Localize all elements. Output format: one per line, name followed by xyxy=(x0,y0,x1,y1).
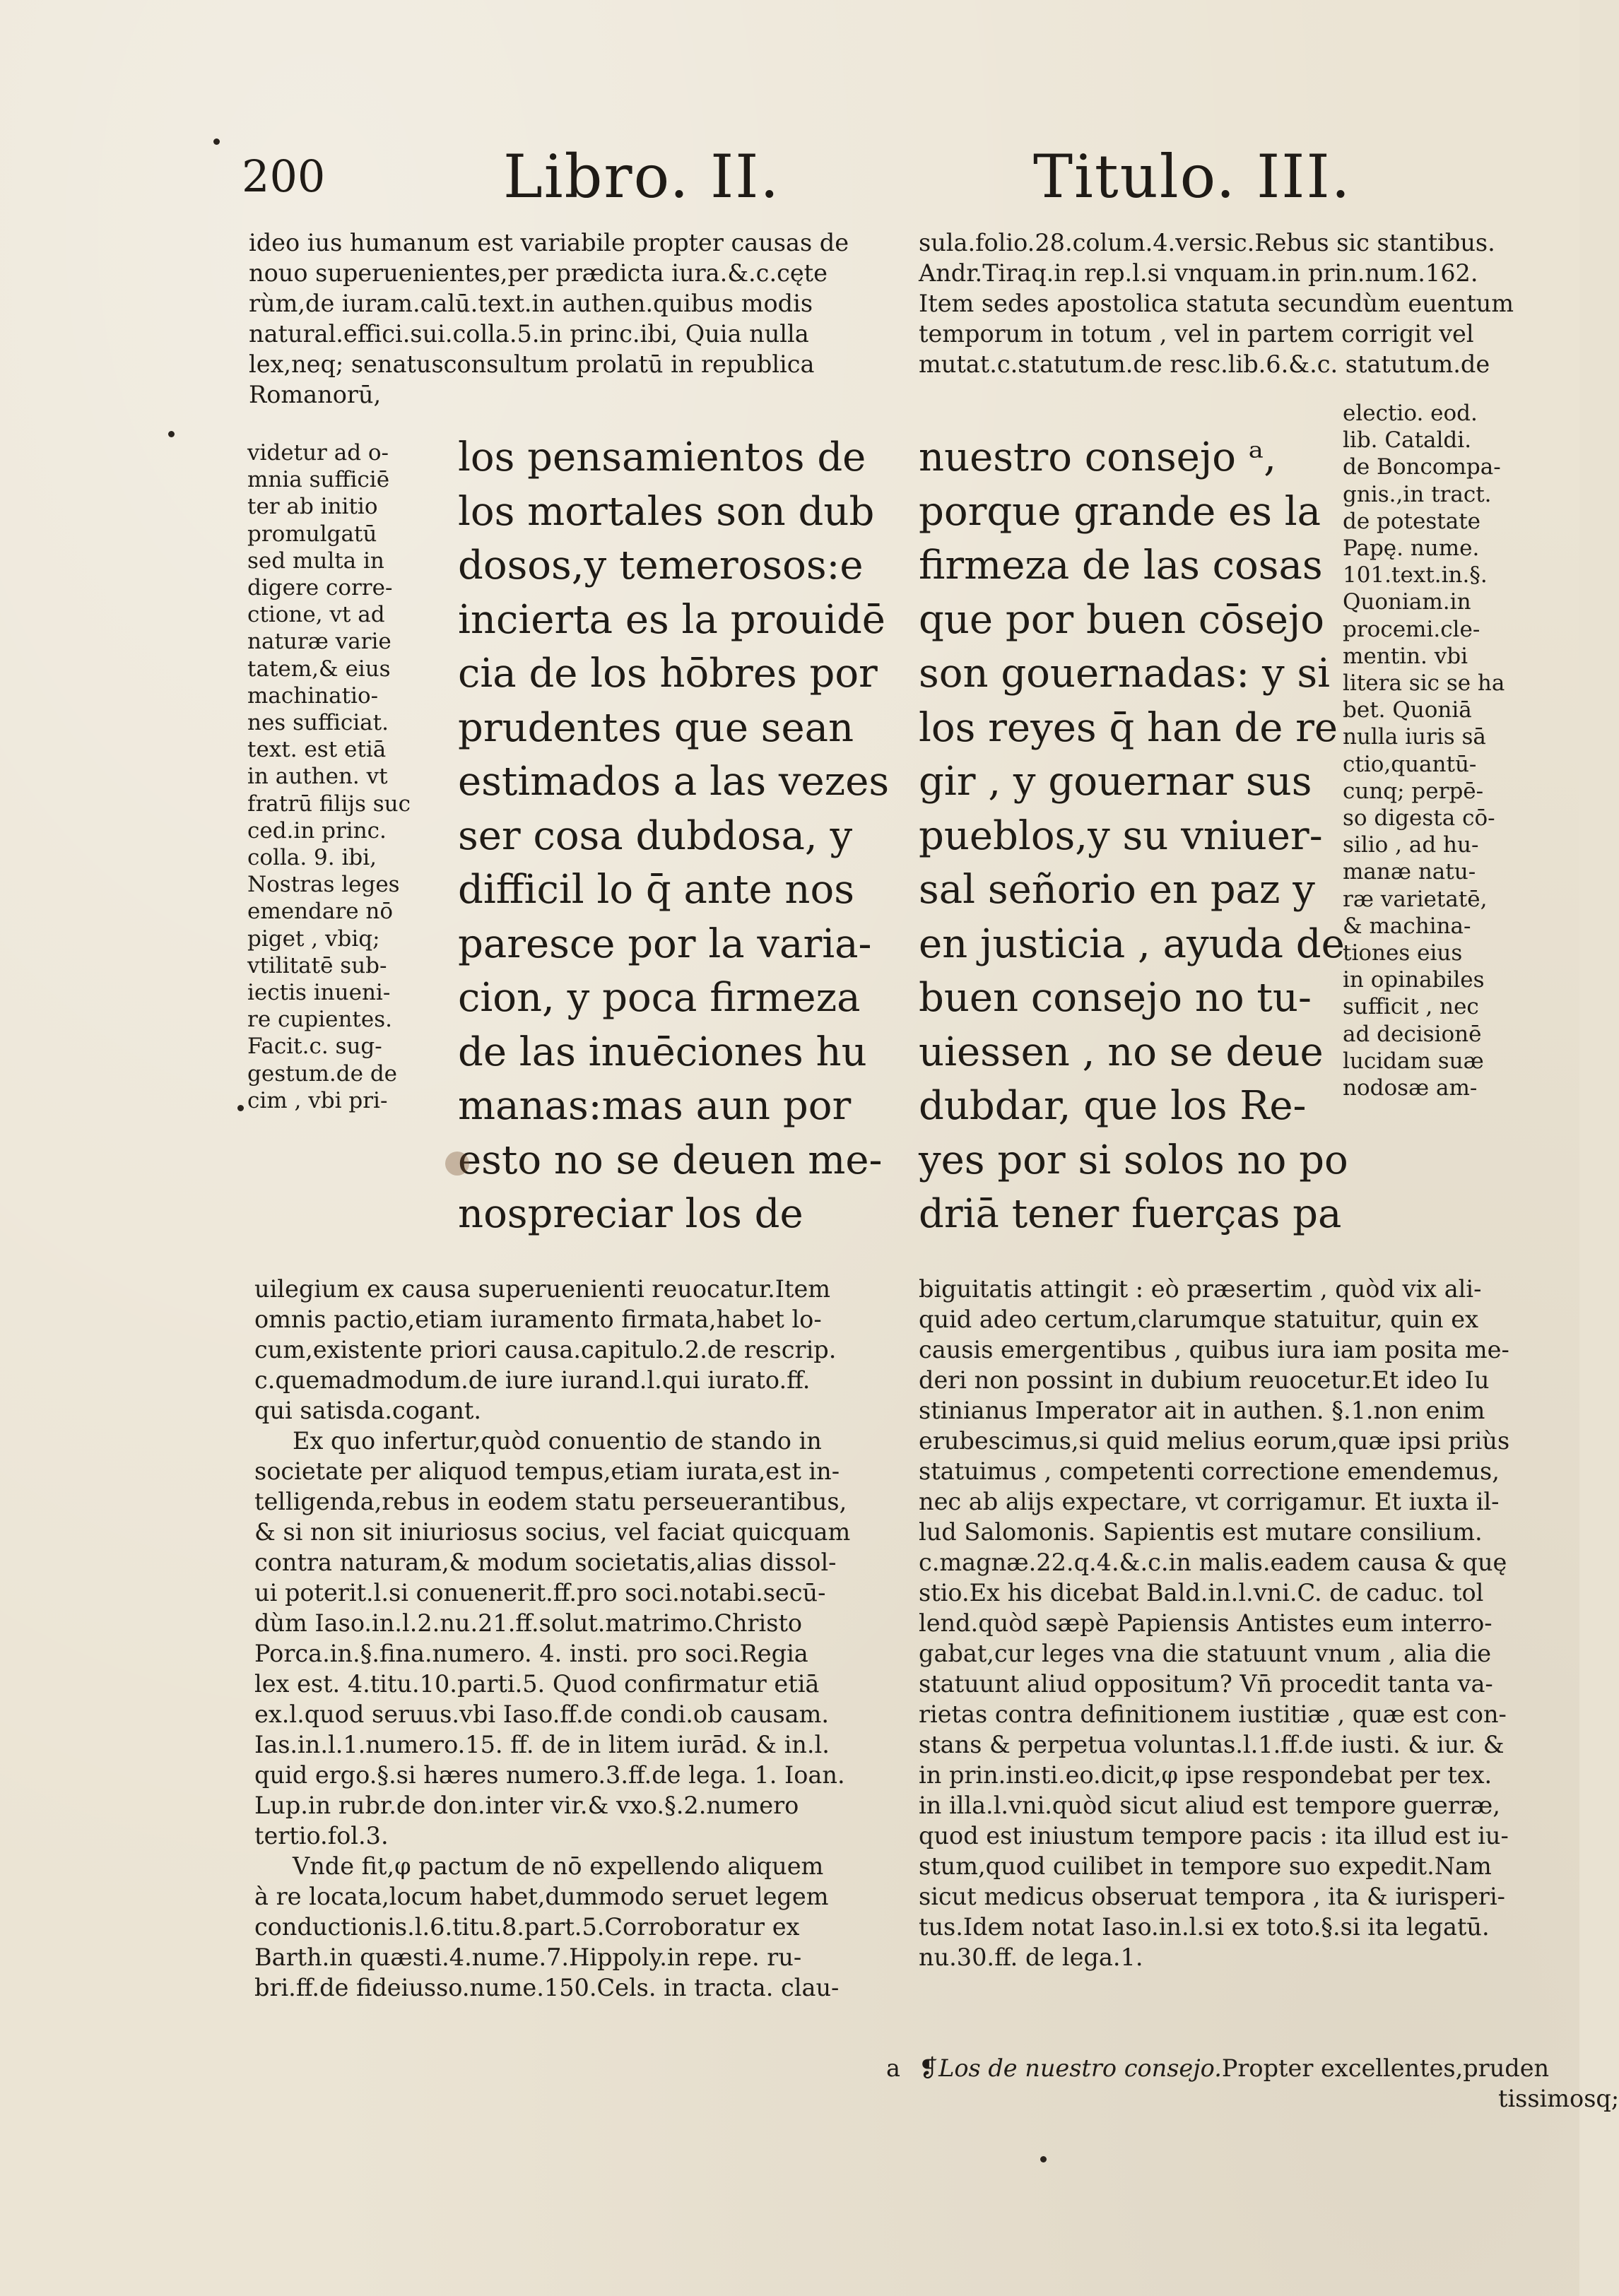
text-line: deri non possint in dubium reuocetur.Et ideo Iu xyxy=(919,1366,1490,1394)
text-line: telligenda,rebus in eodem statu perseuerantibus, xyxy=(254,1488,847,1515)
text-line: lex est. 4.titu.10.parti.5. Quod confirmatur etiā xyxy=(254,1670,820,1698)
gloss-line: promulgatū xyxy=(247,521,377,547)
footnote-line: ❡Los de nuestro consejo.Propter excellentes,pruden xyxy=(919,2054,1550,2082)
main-text-line: prudentes que sean xyxy=(458,704,854,751)
gloss-line: so digesta cō- xyxy=(1343,805,1495,832)
gloss-line: & machina- xyxy=(1343,913,1471,939)
main-text-line: que por buen cōsejo xyxy=(919,596,1324,643)
text-line: c.magnæ.22.q.4.&.c.in malis.eadem causa & quę xyxy=(919,1549,1507,1576)
footnote-marker: a xyxy=(886,2054,900,2082)
footnote-text: Propter excellentes,pruden xyxy=(1221,2054,1550,2082)
main-text-line: los pensamientos de xyxy=(458,434,866,480)
gloss-line: Quoniam.in xyxy=(1343,589,1471,615)
right-side-gloss xyxy=(1343,400,1555,1101)
gloss-line: nodosæ am- xyxy=(1343,1075,1478,1101)
gloss-line: ad decisionē xyxy=(1343,1021,1482,1047)
main-text-line: dubdar, que los Re- xyxy=(919,1083,1307,1129)
left-side-gloss xyxy=(247,439,435,1114)
text-line: Vnde fit,φ pactum de nō expellendo aliquem xyxy=(293,1852,824,1880)
text-line: quod est iniustum tempore pacis : ita illud est iu- xyxy=(919,1822,1509,1850)
text-line: sicut medicus obseruat tempora , ita & iurisperi- xyxy=(919,1883,1505,1910)
gloss-line: gnis.,in tract. xyxy=(1343,481,1492,507)
main-text-line: paresce por la varia- xyxy=(458,921,872,967)
main-text-line: los reyes q̄ han de re xyxy=(919,704,1338,751)
main-text-line: uiessen , no se deue xyxy=(919,1029,1324,1075)
gloss-line: ctione, vt ad xyxy=(247,602,385,628)
text-line: ex.l.quod seruus.vbi Iaso.ff.de condi.ob causam. xyxy=(254,1700,830,1728)
text-line: nouo superuenientes,per prædicta iura.&.c.cęte xyxy=(249,259,828,287)
text-line: Ias.in.l.1.numero.15. ff. de in litem iurād. & in.l. xyxy=(254,1731,830,1758)
text-line: omnis pactio,etiam iuramento firmata,habet lo- xyxy=(254,1306,822,1333)
text-line: Andr.Tiraq.in rep.l.si vnquam.in prin.num.162. xyxy=(919,259,1478,287)
gloss-line: ræ varietatē, xyxy=(1343,886,1488,912)
main-text-line: cion, y poca firmeza xyxy=(458,975,861,1021)
ink-speck xyxy=(168,431,175,437)
main-text-line: los mortales son dub xyxy=(458,488,875,535)
text-line: mutat.c.statutum.de resc.lib.6.&.c. statutum.de xyxy=(919,350,1490,378)
text-line: tus.Idem notat Iaso.in.l.si ex toto.§.si ita legatū. xyxy=(919,1913,1490,1941)
text-line: conductionis.l.6.titu.8.part.5.Corroboratur ex xyxy=(254,1913,800,1941)
gloss-line: litera sic se ha xyxy=(1343,670,1505,697)
text-line: rùm,de iuram.calū.text.in authen.quibus modis xyxy=(249,290,813,317)
text-line: nu.30.ff. de lega.1. xyxy=(919,1943,1143,1971)
gloss-line: ced.in princ. xyxy=(247,817,387,844)
text-line: lend.quòd sæpè Papiensis Antistes eum interro- xyxy=(919,1609,1493,1637)
gloss-line: silio , ad hu- xyxy=(1343,832,1479,858)
text-line: in illa.l.vni.quòd sicut aliud est tempore guerræ, xyxy=(919,1792,1500,1819)
main-text-line: nuestro consejo ᵃ, xyxy=(919,434,1277,480)
left-commentary-top xyxy=(249,227,864,410)
main-text-line: son gouernadas: y si xyxy=(919,651,1331,697)
gloss-line: tiones eius xyxy=(1343,940,1463,966)
running-head-title: Titulo. III. xyxy=(1033,142,1352,211)
text-line: statuunt aliud oppositum? Vn̄ procedit tanta va- xyxy=(919,1670,1493,1698)
text-line: societate per aliquod tempus,etiam iurata,est in- xyxy=(254,1457,840,1485)
main-text-right xyxy=(919,431,1348,1242)
gloss-line: piget , vbiq; xyxy=(247,925,380,952)
right-commentary-bottom xyxy=(919,1274,1555,1972)
gloss-line: videtur ad o- xyxy=(247,440,389,466)
text-line: tertio.fol.3. xyxy=(254,1822,389,1850)
text-line: ui poterit.l.si conuenerit.ff.pro soci.notabi.secū- xyxy=(254,1579,826,1606)
gloss-line: colla. 9. ibi, xyxy=(247,845,377,871)
gloss-line: sufficit , nec xyxy=(1343,994,1479,1020)
main-text-line: gir , y gouernar sus xyxy=(919,759,1312,805)
text-line: Barth.in quæsti.4.nume.7.Hippoly.in repe. ru- xyxy=(254,1943,802,1971)
main-text-line: porque grande es la xyxy=(919,488,1321,535)
text-line: Romanorū, xyxy=(249,381,382,408)
gloss-line: digere corre- xyxy=(247,575,393,601)
ink-speck xyxy=(237,1105,244,1111)
main-text-line: buen consejo no tu- xyxy=(919,975,1312,1021)
text-line: bri.ff.de fideiusso.nume.150.Cels. in tracta. clau- xyxy=(254,1974,840,2001)
text-line: Porca.in.§.fina.numero. 4. insti. pro soci.Regia xyxy=(254,1640,808,1667)
gloss-line: emendare nō xyxy=(247,899,394,925)
main-text-line: estimados a las vezes xyxy=(458,759,890,805)
gloss-line: manæ natu- xyxy=(1343,859,1476,885)
text-line: & si non sit iniuriosus socius, vel faciat quicquam xyxy=(254,1518,851,1546)
text-line: cum,existente priori causa.capitulo.2.de rescrip. xyxy=(254,1336,837,1363)
text-line: lud Salomonis. Sapientis est mutare consilium. xyxy=(919,1518,1483,1546)
text-line: sula.folio.28.colum.4.versic.Rebus sic stantibus. xyxy=(919,229,1495,256)
main-text-line: firmeza de las cosas xyxy=(919,543,1323,588)
gloss-line: re cupientes. xyxy=(247,1007,392,1033)
main-text-line: sal señorio en paz y xyxy=(919,867,1315,913)
main-text-line: de las inuēciones hu xyxy=(458,1029,867,1075)
gloss-line: procemi.cle- xyxy=(1343,616,1480,642)
text-line: rietas contra definitionem iustitiæ , quæ est con- xyxy=(919,1700,1507,1728)
gloss-line: Nostras leges xyxy=(247,872,400,898)
text-line: dùm Iaso.in.l.2.nu.21.ff.solut.matrimo.Christo xyxy=(254,1609,803,1637)
text-line: causis emergentibus , quibus iura iam posita me- xyxy=(919,1336,1509,1363)
main-text-line: nospreciar los de xyxy=(458,1191,803,1237)
gloss-line: ter ab initio xyxy=(247,494,378,520)
main-text-line: dosos,y temerosos:e xyxy=(458,543,864,588)
ink-speck xyxy=(213,138,220,145)
gloss-line: iectis inueni- xyxy=(247,980,391,1006)
footnote xyxy=(919,2053,1619,2114)
main-text-line: incierta es la prouidē xyxy=(458,596,885,643)
main-text-line: ser cosa dubdosa, y xyxy=(458,812,853,859)
text-line: gabat,cur leges vna die statuunt vnum , alia die xyxy=(919,1640,1492,1667)
gloss-line: tatem,& eius xyxy=(247,656,391,682)
gloss-line: Papę. nume. xyxy=(1343,535,1480,562)
main-text-line: en justicia , ayuda de xyxy=(919,921,1345,967)
gloss-line: in authen. vt xyxy=(247,764,388,790)
text-line: lex,neq; senatusconsultum prolatū in republica xyxy=(249,350,815,378)
gloss-line: de Boncompa- xyxy=(1343,454,1501,480)
text-line: c.quemadmodum.de iure iurand.l.qui iurato.ff. xyxy=(254,1366,811,1394)
gloss-line: mentin. vbi xyxy=(1343,643,1468,669)
gloss-line: nes sufficiat. xyxy=(247,710,389,736)
text-line: temporum in totum , vel in partem corrigit vel xyxy=(919,320,1474,348)
text-line: à re locata,locum habet,dummodo seruet legem xyxy=(254,1883,829,1910)
gloss-line: lucidam suæ xyxy=(1343,1048,1484,1074)
gloss-line: electio. eod. xyxy=(1343,401,1478,426)
text-line: stum,quod cuilibet in tempore suo expedit.Nam xyxy=(919,1852,1492,1880)
text-line: in prin.insti.eo.dicit,φ ipse respondebat per tex. xyxy=(919,1761,1493,1789)
text-line: stio.Ex his dicebat Bald.in.l.vni.C. de caduc. tol xyxy=(919,1579,1484,1606)
text-line: quid ergo.§.si hæres numero.3.ff.de lega. 1. Ioan. xyxy=(254,1761,845,1789)
text-line: qui satisda.cogant. xyxy=(254,1397,482,1424)
running-head-book: Libro. II. xyxy=(503,142,781,211)
gloss-line: Facit.c. sug- xyxy=(247,1034,382,1060)
main-text-line: driā tener fuerças pa xyxy=(919,1191,1342,1237)
ink-speck xyxy=(1040,2156,1047,2162)
gloss-line: 101.text.in.§. xyxy=(1343,562,1488,588)
main-text-line: manas:mas aun por xyxy=(458,1083,852,1129)
text-line: erubescimus,si quid melius eorum,quæ ipsi priùs xyxy=(919,1427,1510,1455)
footnote-label: Los de nuestro consejo. xyxy=(938,2054,1222,2082)
main-text-left xyxy=(458,431,890,1242)
gloss-line: vtilitatē sub- xyxy=(247,952,387,978)
main-text-line: cia de los hōbres por xyxy=(458,651,878,697)
gloss-line: sed multa in xyxy=(247,548,384,574)
gloss-line: ctio,quantū- xyxy=(1343,751,1477,777)
gloss-line: in opinabiles xyxy=(1343,967,1485,993)
gloss-line: fratrū filijs suc xyxy=(247,791,411,817)
main-text-line: yes por si solos no po xyxy=(919,1137,1348,1183)
text-line: nec ab alijs expectare, vt corrigamur. Et iuxta il- xyxy=(919,1488,1500,1515)
gloss-line: nulla iuris sā xyxy=(1343,724,1486,750)
gloss-line: mnia sufficiē xyxy=(247,467,390,493)
main-text-line: pueblos,y su vniuer- xyxy=(919,812,1323,859)
text-line: ideo ius humanum est variabile propter causas de xyxy=(249,229,849,256)
gloss-line: lib. Cataldi. xyxy=(1343,427,1472,454)
text-line: uilegium ex causa superuenienti reuocatur.Item xyxy=(254,1275,831,1303)
gloss-line: cunq; perpē- xyxy=(1343,778,1484,804)
text-line: stans & perpetua voluntas.l.1.ff.de iusti. & iur. & xyxy=(919,1731,1505,1758)
text-line: biguitatis attingit : eò præsertim , quòd vix ali- xyxy=(919,1275,1482,1303)
text-line: statuimus , competenti correctione emendemus, xyxy=(919,1457,1500,1485)
gloss-line: bet. Quoniā xyxy=(1343,697,1472,723)
right-commentary-top xyxy=(919,227,1569,379)
gloss-line: machinatio- xyxy=(247,682,379,709)
gloss-line: naturæ varie xyxy=(247,629,391,655)
footnote-line: tissimosq; xyxy=(1498,2085,1619,2112)
text-line: natural.effici.sui.colla.5.in princ.ibi, Quia nulla xyxy=(249,320,809,348)
page-number: 200 xyxy=(242,150,326,202)
gloss-line: gestum.de de xyxy=(247,1060,398,1087)
text-line: Lup.in rubr.de don.inter vir.& vxo.§.2.numero xyxy=(254,1792,799,1819)
text-line: Ex quo infertur,quòd conuentio de stando in xyxy=(293,1427,822,1455)
left-commentary-bottom xyxy=(254,1274,868,2003)
gloss-line: text. est etiā xyxy=(247,737,387,763)
text-line: Item sedes apostolica statuta secundùm euentum xyxy=(919,290,1514,317)
main-text-line: difficil lo q̄ ante nos xyxy=(458,867,854,913)
text-line: quid adeo certum,clarumque statuitur, quin ex xyxy=(919,1306,1478,1333)
main-text-line: esto no se deuen me- xyxy=(458,1137,883,1183)
text-line: contra naturam,& modum societatis,alias dissol- xyxy=(254,1549,837,1576)
paper-stain xyxy=(445,1152,469,1176)
gloss-line: cim , vbi pri- xyxy=(247,1087,388,1113)
gloss-line: de potestate xyxy=(1343,508,1481,534)
text-line: stinianus Imperator ait in authen. §.1.non enim xyxy=(919,1397,1485,1424)
